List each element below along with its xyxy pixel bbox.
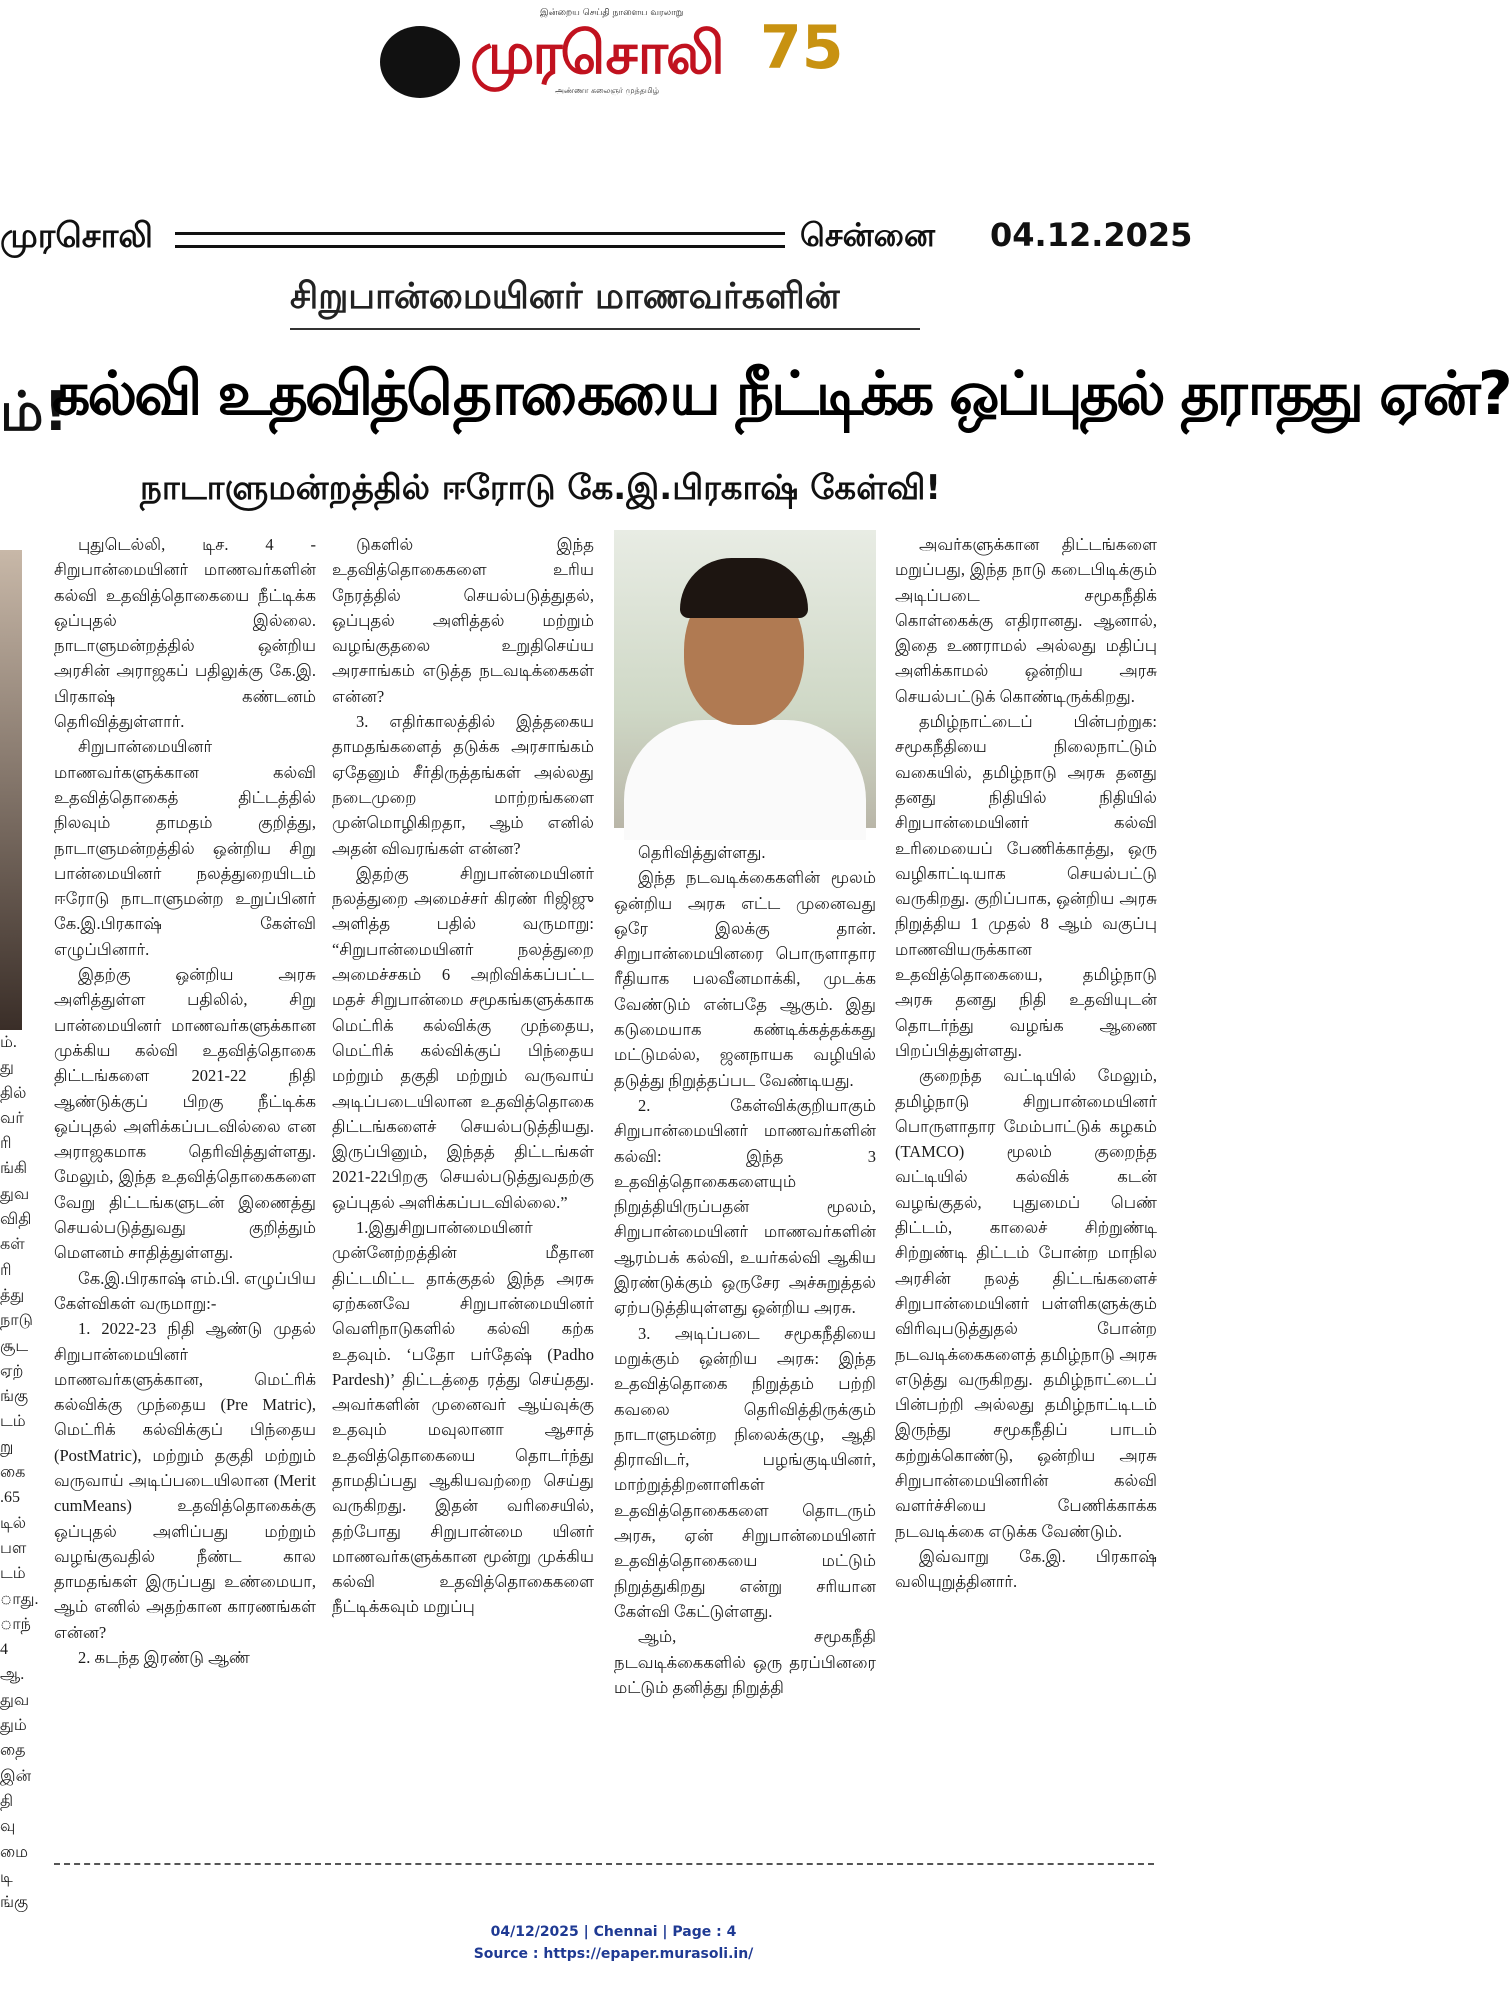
fragment-line: த்து xyxy=(0,1286,25,1304)
edition-date: 04.12.2025 xyxy=(990,216,1193,254)
adjacent-photo xyxy=(0,550,22,1030)
page-header-bar xyxy=(0,210,1227,260)
article-paragraph: 1. 2022-23 நிதி ஆண்டு முதல் சிறுபான்மையினர் மாணவர்களுக்கான, மெட்ரிக் கல்விக்கு முந்தைய (Pre Matric), மெட்ரிக் கல்விக்குப் பிந்தைய (PostMatric), மற்றும் தகுதி மற்றும் வருவாய் அடிப்படையிலான (Merit cumMeans) உதவித்தொகைக்கு ஒப்புதல் அளிப்பது மற்றும் வழங்குவதில் நீண்ட கால தாமதங்கள் இருப்பது உண்மையா, ஆம் எனில் அதற்கான காரணங்கள் என்ன? xyxy=(54,1319,316,1642)
fragment-line: ங்கு xyxy=(0,1388,29,1406)
fragment-line: து xyxy=(0,1059,14,1077)
fragment-line: தை xyxy=(0,1742,26,1760)
adjacent-column-fragment xyxy=(0,1030,39,1950)
article-paragraph: ஆம், சமூகநீதி நடவடிக்கைகளில் ஒரு தரப்பினரை மட்டும் தனித்து நிறுத்தி xyxy=(614,1627,876,1697)
masthead-subtitle: அண்ணா கலைஞர் முத்தமிழ் xyxy=(555,86,660,95)
article-column-1 xyxy=(54,532,316,1670)
fragment-line: கை xyxy=(0,1464,26,1482)
fragment-line: வர் xyxy=(0,1109,24,1127)
fragment-line: று xyxy=(0,1438,14,1456)
article-kicker: சிறுபான்மையினர் மாணவர்களின் xyxy=(290,276,840,317)
footer-divider xyxy=(54,1863,1154,1865)
kicker-underline xyxy=(290,328,920,330)
article-column-4 xyxy=(895,532,1157,1594)
article-paragraph: சிறுபான்மையினர் மாணவர்களுக்கான கல்வி உதவித்தொகைத் திட்டத்தில் நிலவும் தாமதம் குறித்து, நாடாளுமன்றத்தில் ஒன்றிய சிறு பான்மையினர் நலத்துறையிடம் ஈரோடு நாடாளுமன்ற உறுப்பினர் கே.இ.பிரகாஷ் கேள்வி எழுப்பினார். xyxy=(54,737,316,959)
article-paragraph: 2. கேள்விக்குறியாகும் சிறுபான்மையினர் மாணவர்களின் கல்வி: இந்த 3 உதவித்தொகைகளையும் நிறுத்தியிருப்பதன் மூலம், சிறுபான்மையினர் மாணவர்களின் ஆரம்பக் கல்வி, உயர்கல்வி ஆகிய இரண்டுக்கும் ஒருசேர அச்சுறுத்தல் ஏற்படுத்தியுள்ளது ஒன்றிய அரசு. xyxy=(614,1095,876,1318)
fragment-line: ம். xyxy=(0,1034,17,1051)
article-paragraph: 3. எதிர்காலத்தில் இத்தகைய தாமதங்களைத் தடுக்க அரசாங்கம் ஏதேனும் சீர்திருத்தங்கள் அல்லது நடைமுறை மாற்றங்களை முன்மொழிகிறதா, ஆம் எனில் அதன் விவரங்கள் என்ன? xyxy=(332,712,594,858)
fragment-line: விதி xyxy=(0,1211,32,1229)
fragment-line: நாடு xyxy=(0,1312,33,1330)
article-paragraph: இவ்வாறு கே.இ. பிரகாஷ் வலியுறுத்தினார். xyxy=(895,1546,1157,1592)
article-paragraph: டுகளில் இந்த உதவித்தொகைகளை உரிய நேரத்தில் செயல்படுத்துதல், ஒப்புதல் அளித்தல் மற்றும் வழங்குதலை உறுதிசெய்ய அரசாங்கம் எடுத்த நடவடிக்கைகள் என்ன? xyxy=(332,535,594,706)
article-paragraph: 3. அடிப்படை சமூகநீதியை மறுக்கும் ஒன்றிய அரசு: இந்த உதவித்தொகை நிறுத்தம் பற்றி கவலை தெரிவித்திருக்கும் நாடாளுமன்ற நிலைக்குழு, ஆதி திராவிடர், பழங்குடியினர், மாற்றுத்திறனாளிகள் உதவித்தொகைகளை தொடரும் அரசு, ஏன் சிறுபான்மையினர் உதவித்தொகையை மட்டும் நிறுத்துகிறது என்று சரியான கேள்வி கேட்டுள்ளது. xyxy=(614,1323,876,1621)
photo-shirt xyxy=(624,720,866,840)
fragment-line: துவ xyxy=(0,1691,30,1709)
adjacent-headline-fragment: ம்! xyxy=(0,380,69,443)
article-paragraph: தெரிவித்துள்ளது. xyxy=(638,843,766,862)
article-paragraph: 1.இதுசிறுபான்மையினர் முன்னேற்றத்தின் மீதான திட்டமிட்ட தாக்குதல் இந்த அரசு ஏற்கனவே சிறுபான்மையினர் வெளிநாடுகளில் கல்வி கற்க உதவும். ‘பதோ பர்தேஷ் (Padho Pardesh)’ திட்டத்தை ரத்து செய்தது. அவர்களின் முனைவர் ஆய்வுக்கு உதவும் மவுலானா ஆசாத் உதவித்தொகையை தொடர்ந்து தாமதிப்பது ஆகியவற்றை செய்து வருகிறது. இதன் வரிசையில், தற்போது சிறுபான்மை யினர் மாணவர்களுக்கான மூன்று முக்கிய கல்வி உதவித்தொகைகளை நீட்டிக்கவும் மறுப்பு xyxy=(332,1218,594,1617)
article-paragraph: தமிழ்நாட்டைப் பின்பற்றுக: சமூகநீதியை நிலைநாட்டும் வகையில், தமிழ்நாடு அரசு தனது தனது நிதியில் நிதியில் சிறுபான்மையினர் கல்வி உரிமையைப் பேணிக்காத்து, ஒரு வழிகாட்டியாக செயல்பட்டு வருகிறது. குறிப்பாக, ஒன்றிய அரசு நிறுத்திய 1 முதல் 8 ஆம் வகுப்பு மாணவியருக்கான உதவித்தொகையை, தமிழ்நாடு அரசு தனது நிதி உதவியுடன் தொடர்ந்து வழங்க ஆணை பிறப்பித்துள்ளது. xyxy=(895,712,1157,1060)
fragment-line: தும் xyxy=(0,1717,27,1735)
portrait-photo xyxy=(614,530,876,828)
fragment-line: சூட xyxy=(0,1337,29,1355)
article-paragraph: இதற்கு சிறுபான்மையினர் நலத்துறை அமைச்சர் கிரண் ரிஜிஜு அளித்த பதில் வருமாறு: “சிறுபான்மையினர் நலத்துறை அமைச்சகம் 6 அறிவிக்கப்பட்ட மதச் சிறுபான்மை சமூகங்களுக்காக மெட்ரிக் கல்விக்கு முந்தைய, மெட்ரிக் கல்விக்குப் பிந்தைய மற்றும் தகுதி மற்றும் வருவாய் அடிப்படையிலான உதவித்தொகை திட்டங்களைச் செயல்படுத்தியது. இருப்பினும், இந்தத் திட்டங்கள் 2021-22பிறகு செயல்படுத்துவதற்கு ஒப்புதல் அளிக்கப்படவில்லை.” xyxy=(332,863,594,1212)
paper-name: முரசொலி xyxy=(0,216,153,256)
article-headline: கல்வி உதவித்தொகையை நீட்டிக்க ஒப்புதல் தராதது ஏன்? xyxy=(52,359,1510,429)
fragment-line: டம் xyxy=(0,1565,26,1583)
article-paragraph: அவர்களுக்கான திட்டங்களை மறுப்பது, இந்த நாடு கடைபிடிக்கும் அடிப்படை சமூகநீதிக் கொள்கைக்கு எதிரானது. ஆனால், இதை உணராமல் அல்லது மதிப்பு அளிக்காமல் ஒன்றிய அரசு செயல்பட்டுக் கொண்டிருக்கிறது. xyxy=(895,535,1157,706)
article-paragraph: 2. கடந்த இரண்டு ஆண் xyxy=(78,1648,250,1668)
footer-edition-info: 04/12/2025 | Chennai | Page : 4 xyxy=(490,1924,737,1940)
fragment-line: .65 xyxy=(0,1489,20,1507)
fragment-line: ரி xyxy=(0,1261,12,1279)
fragment-line: டில் xyxy=(0,1514,27,1532)
fragment-line: ஆ. xyxy=(0,1666,25,1684)
fragment-line: 4 xyxy=(0,1641,8,1659)
fragment-line: பள xyxy=(0,1539,27,1557)
fragment-line: துவ xyxy=(0,1185,30,1203)
anniversary-logo: 75 xyxy=(760,13,844,83)
fragment-line: டி xyxy=(0,1868,13,1886)
fragment-line: டம் xyxy=(0,1413,26,1431)
fragment-line: வு xyxy=(0,1818,16,1836)
article-column-2 xyxy=(332,532,594,1620)
article-paragraph: குறைந்த வட்டியில் மேலும், தமிழ்நாடு சிறுபான்மையினர் பொருளாதார மேம்பாட்டுக் கழகம் (TAMCO) மூலம் குறைந்த வட்டியில் கல்விக் கடன் வழங்குதல், புதுமைப் பெண் திட்டம், காலைச் சிற்றுண்டி சிற்றுண்டி திட்டம் போன்ற மாநில அரசின் நலத் திட்டங்களைச் சிறுபான்மையினர் பள்ளிகளுக்கும் விரிவுபடுத்துதல் போன்ற நடவடிக்கைகளைத் தமிழ்நாடு அரசு எடுத்து வருகிறது. தமிழ்நாட்டைப் பின்பற்றி அல்லது தமிழ்நாட்டிடம் இருந்து சமூகநீதிப் பாடம் கற்றுக்கொண்டு, ஒன்றிய அரசு சிறுபான்மையினரின் கல்வி வளர்ச்சியை பேணிக்காக்க நடவடிக்கை எடுக்க வேண்டும். xyxy=(895,1066,1157,1541)
masthead-emblem-icon xyxy=(380,26,460,98)
article-paragraph: இதற்கு ஒன்றிய அரசு அளித்துள்ள பதிலில், சிறு பான்மையினர் மாணவர்களுக்கான முக்கிய கல்வி உதவித்தொகை திட்டங்களை 2021-22 நிதி ஆண்டுக்குப் பிறகு நீட்டிக்க ஒப்புதல் அளிக்கப்படவில்லை என அராஜகமாக தெரிவித்துள்ளது. மேலும், இந்த உதவித்தொகைகளை வேறு திட்டங்களுடன் இணைத்து செயல்படுத்துவது குறித்தும் மௌனம் சாதித்துள்ளது. xyxy=(54,965,316,1263)
photo-hair xyxy=(680,558,808,618)
fragment-line: ஏற் xyxy=(0,1362,24,1380)
fragment-line: கள் xyxy=(0,1236,25,1254)
fragment-line: ங்கி xyxy=(0,1160,28,1178)
fragment-line: ரி xyxy=(0,1135,12,1153)
fragment-line: ாது. xyxy=(0,1590,39,1608)
footer-source-link[interactable]: Source : https://epaper.murasoli.in/ xyxy=(473,1946,754,1962)
masthead-title: முரசொலி xyxy=(470,19,723,87)
fragment-line: தில் xyxy=(0,1084,27,1102)
fragment-line: மை xyxy=(0,1843,29,1861)
fragment-line: தி xyxy=(0,1792,14,1810)
article-paragraph: கே.இ.பிரகாஷ் எம்.பி. எழுப்பிய கேள்விகள் வருமாறு:- xyxy=(54,1268,316,1313)
article-paragraph: புதுடெல்லி, டிச. 4 - சிறுபான்மையினர் மாணவர்களின் கல்வி உதவித்தொகையை நீட்டிக்க ஒப்புதல் இல்லை. நாடாளுமன்றத்தில் ஒன்றிய அரசின் அராஜகப் பதிலுக்கு கே.இ. பிரகாஷ் கண்டனம் தெரிவித்துள்ளார். xyxy=(54,535,316,732)
fragment-line: ங்கு xyxy=(0,1894,29,1912)
masthead xyxy=(380,8,844,98)
fragment-line: ாந் xyxy=(0,1615,31,1633)
article-column-3 xyxy=(614,840,876,1700)
article-subhead: நாடாளுமன்றத்தில் ஈரோடு கே.இ.பிரகாஷ் கேள்வி! xyxy=(140,468,941,508)
article-paragraph: இந்த நடவடிக்கைகளின் மூலம் ஒன்றிய அரசு எட்ட முனைவது ஒரே இலக்கு தான். சிறுபான்மையினரை பொருளாதார ரீதியாக பலவீனமாக்கி, முடக்க வேண்டும் என்பதே ஆகும். இது கடுமையாக கண்டிக்கத்தக்கது மட்டுமல்ல, ஜனநாயக வழியில் தடுத்து நிறுத்தப்பட வேண்டியது. xyxy=(614,868,876,1090)
edition-city: சென்னை xyxy=(800,216,935,254)
masthead-tagline: இன்றைய செய்தி நாளைய வரலாறு xyxy=(540,8,684,18)
header-divider xyxy=(175,232,785,248)
fragment-line: இன் xyxy=(0,1767,32,1785)
